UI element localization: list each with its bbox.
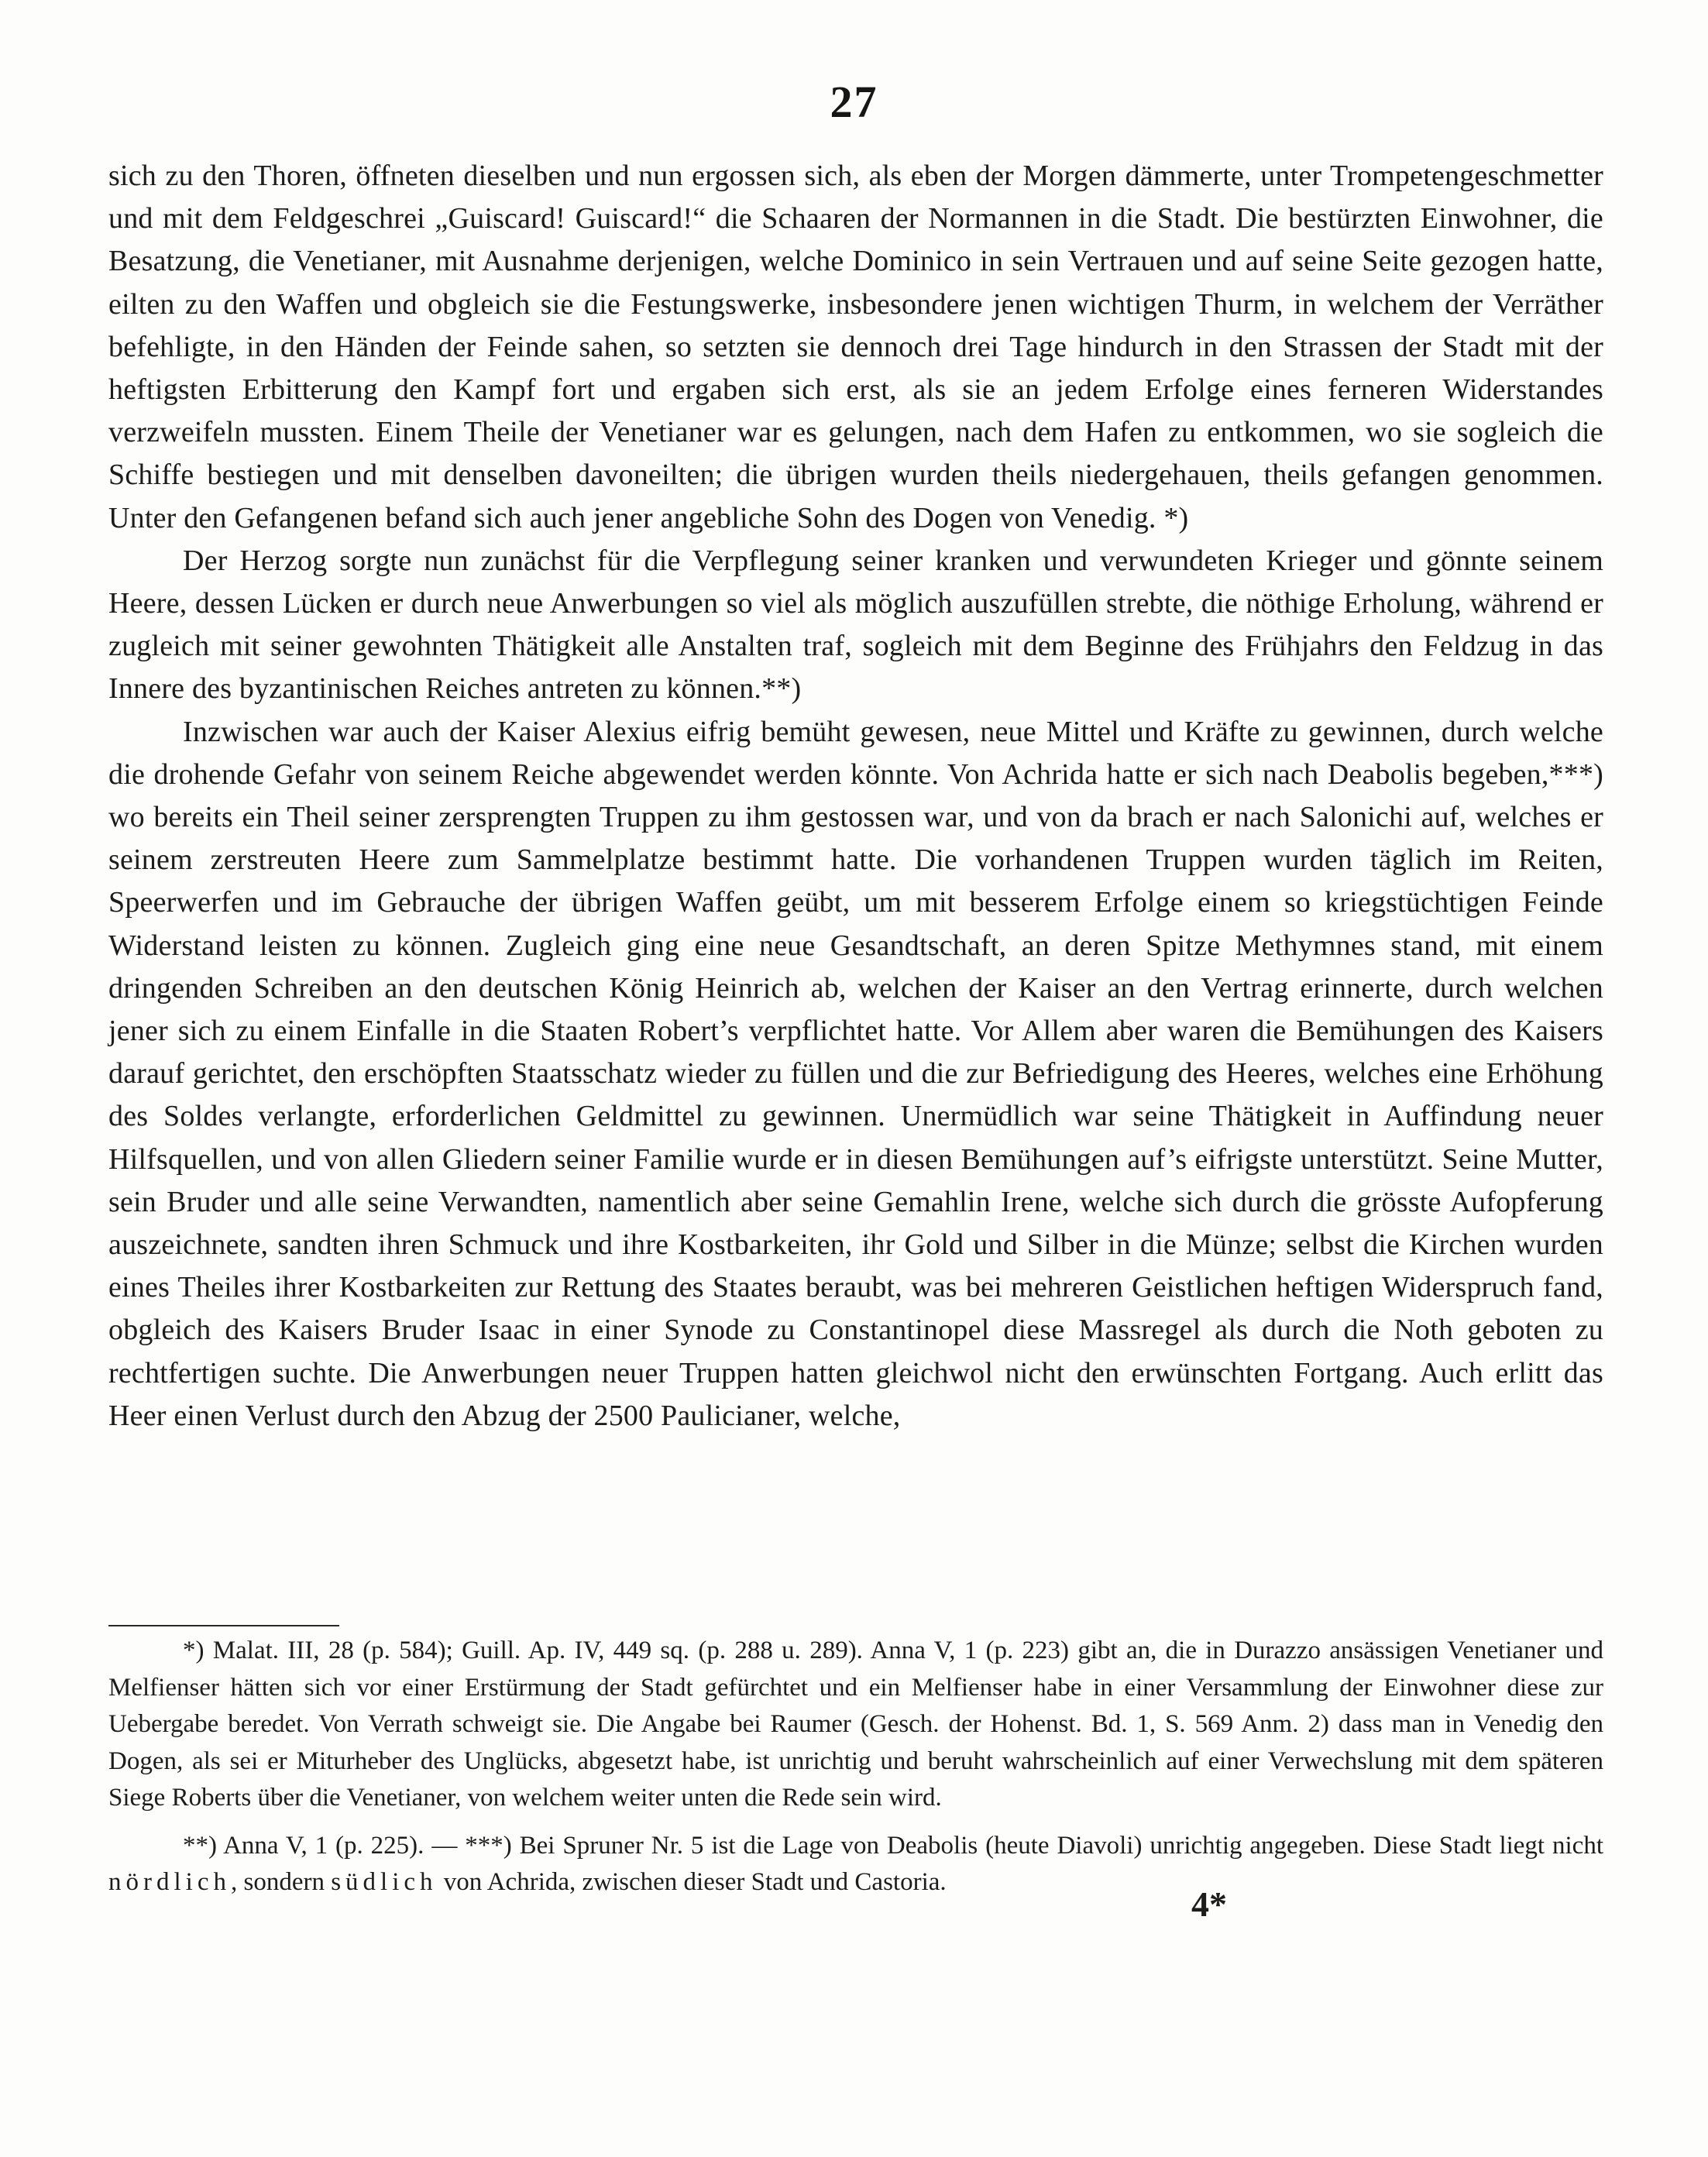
footnote-2-spaced-word-2: südlich (331, 1868, 438, 1896)
footnotes (108, 1633, 1603, 1901)
signature-mark: 4* (1191, 1884, 1227, 1924)
page-number: 27 (830, 77, 878, 127)
footnote-2-mid: , sondern (230, 1868, 325, 1896)
footnote-divider (108, 1625, 339, 1626)
footnote-1: *) Malat. III, 28 (p. 584); Guill. Ap. IV, 449 sq. (p. 288 u. 289). Anna V, 1 (p. 223) gibt an, die in Durazzo ansässigen Venetianer und Melfienser hätten sich vor einer Erstürmung der Stadt gefürchtet und ein Melfienser habe in einer Versammlung der Einwohner diese zur Uebergabe beredet. Von Verrath schweigt sie. Die Angabe bei Raumer (Gesch. der Hohenst. Bd. 1, S. 569 Anm. 2) dass man in Venedig den Dogen, als sei er Miturheber des Unglücks, abgesetzt habe, ist unrichtig und beruht wahrscheinlich auf einer Verwechslung mit dem späteren Siege Roberts über die Venetianer, von welchem weiter unten die Rede sein wird. (108, 1637, 1603, 1812)
footnote-2-tail: von Achrida, zwischen dieser Stadt und Castoria. (443, 1868, 947, 1896)
paragraph-2: Der Herzog sorgte nun zunächst für die Verpflegung seiner kranken und verwundeten Krieger und gönnte seinem Heere, dessen Lücken er durch neue Anwerbungen so viel als möglich auszufüllen strebte, die nöthige Erholung, während er zugleich mit seiner gewohnten Thätigkeit alle Anstalten traf, sogleich mit dem Beginne des Frühjahrs den Feldzug in das Innere des byzantinischen Reiches antreten zu können.**) (108, 544, 1603, 706)
footnote-2-spaced-word-1: nördlich (108, 1868, 231, 1896)
main-text-body (108, 155, 1603, 1437)
footnote-2-lead: **) Anna V, 1 (p. 225). — ***) Bei Spruner Nr. 5 ist die Lage von Deabolis (heute Diavoli) unrichtig angegeben. Diese Stadt liegt nicht (183, 1831, 1603, 1860)
paragraph-1: sich zu den Thoren, öffneten dieselben und nun ergossen sich, als eben der Morgen dämmerte, unter Trompetengeschmetter und mit dem Feldgeschrei „Guiscard! Guiscard!“ die Schaaren der Normannen in die Stadt. Die bestürzten Einwohner, die Besatzung, die Venetianer, mit Ausnahme derjenigen, welche Dominico in sein Vertrauen und auf seine Seite gezogen hatte, eilten zu den Waffen und obgleich sie die Festungswerke, insbesondere jenen wichtigen Thurm, in welchem der Verräther befehligte, in den Händen der Feinde sahen, so setzten sie dennoch drei Tage hindurch in den Strassen der Stadt mit der heftigsten Erbitterung den Kampf fort und ergaben sich erst, als sie an jedem Erfolge eines ferneren Widerstandes verzweifeln mussten. Einem Theile der Venetianer war es gelungen, nach dem Hafen zu entkommen, wo sie sogleich die Schiffe bestiegen und mit denselben davoneilten; die übrigen wurden theils niedergehauen, theils gefangen genommen. Unter den Gefangenen befand sich auch jener angebliche Sohn des Dogen von Venedig. *) (108, 160, 1603, 534)
footnote-2 (108, 1828, 1603, 1901)
paragraph-3: Inzwischen war auch der Kaiser Alexius eifrig bemüht gewesen, neue Mittel und Kräfte zu gewinnen, durch welche die drohende Gefahr von seinem Reiche abgewendet werden könnte. Von Achrida hatte er sich nach Deabolis begeben,***) wo bereits ein Theil seiner zersprengten Truppen zu ihm gestossen war, und von da brach er nach Salonichi auf, welches er seinem zerstreuten Heere zum Sammelplatze bestimmt hatte. Die vorhandenen Truppen wurden täglich im Reiten, Speerwerfen und im Gebrauche der übrigen Waffen geübt, um mit besserem Erfolge einem so kriegstüchtigen Feinde Widerstand leisten zu können. Zugleich ging eine neue Gesandtschaft, an deren Spitze Methymnes stand, mit einem dringenden Schreiben an den deutschen König Heinrich ab, welchen der Kaiser an den Vertrag erinnerte, durch welchen jener sich zu einem Einfalle in die Staaten Robert’s verpflichtet hatte. Vor Allem aber waren die Bemühungen des Kaisers darauf gerichtet, den erschöpften Staatsschatz wieder zu füllen und die zur Befriedigung des Heeres, welches eine Erhöhung des Soldes verlangte, erforderlichen Geldmittel zu gewinnen. Unermüdlich war seine Thätigkeit in Auffindung neuer Hilfsquellen, und von allen Gliedern seiner Familie wurde er in diesen Bemühungen auf’s eifrigste unterstützt. Seine Mutter, sein Bruder und alle seine Verwandten, namentlich aber seine Gemahlin Irene, welche sich durch die grösste Aufopferung auszeichnete, sandten ihren Schmuck und ihre Kostbarkeiten, ihr Gold und Silber in die Münze; selbst die Kirchen wurden eines Theiles ihrer Kostbarkeiten zur Rettung des Staates beraubt, was bei mehreren Geistlichen heftigen Widerspruch fand, obgleich des Kaisers Bruder Isaac in einer Synode zu Constantinopel diese Massregel als durch die Noth geboten zu rechtfertigen suchte. Die Anwerbungen neuer Truppen hatten gleichwol nicht den erwünschten Fortgang. Auch erlitt das Heer einen Verlust durch den Abzug der 2500 Paulicianer, welche, (108, 715, 1603, 1432)
